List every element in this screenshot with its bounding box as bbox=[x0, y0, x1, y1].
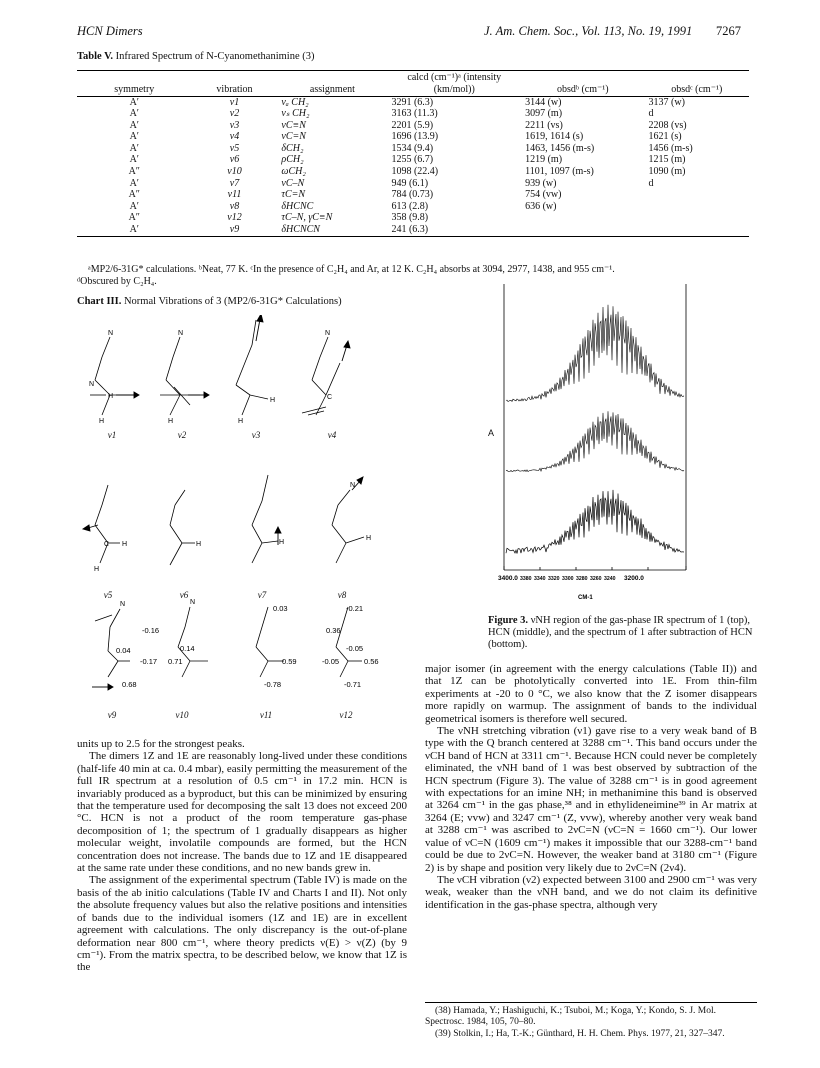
mode-label: ν1 bbox=[107, 430, 117, 440]
table-cell: 241 (6.3) bbox=[391, 224, 429, 236]
table-cell: νC≡N bbox=[281, 119, 306, 131]
atom-label: H bbox=[168, 418, 174, 425]
table-cell: 3144 (w) bbox=[525, 96, 562, 108]
col-header: vibration bbox=[216, 83, 253, 95]
mode-label: ν7 bbox=[257, 590, 267, 600]
table-cell: 784 (0.73) bbox=[391, 189, 434, 201]
table-cell: 1456 (m-s) bbox=[648, 142, 693, 154]
paragraph: The νCH vibration (ν2) expected between 3100 and 2900 cm⁻¹ was very weak, weaker than the νNH band, and we do not claim its definitive identification in the gas-phase spectra, although very bbox=[425, 873, 757, 911]
table-row bbox=[77, 166, 749, 178]
paragraph: The νNH stretching vibration (ν1) gave rise to a very weak band of B type with the Q branch centered at 3288 cm⁻¹. This band occurs under the νCH band of HCN at 3311 cm⁻¹. Because HCN could never be completely eliminated, the νNH band of 1 was best observed by subtraction of the HCN spectrum (Figure 3). The value of 3288 cm⁻¹ is in good agreement with expectations for an imine NH; in methanimine this band is observed at 3264 cm⁻¹ in the gas phase,³⁸ and in ethylideneimine³⁹ in Ar matrix at 3264 (E; vvw) and 3247 cm⁻¹ (Z, vvw), whereby another very weak band at 3288 cm⁻¹ was ascribed to 2νC=N (νC=N = 1660 cm⁻¹). Our lower value of νC=N (1609 cm⁻¹) makes it impossible that our 3288-cm⁻¹ band could be due to 2νC=N. However, the weaker band at 3180 cm⁻¹ (Figure 2) is by shape and position very likely due to 2νC=N (2ν4). bbox=[425, 725, 757, 874]
chart-caption: Normal Vibrations of 3 (MP2/6-31G* Calculations) bbox=[123, 296, 342, 307]
reference-item: (38) Hamada, Y.; Hashiguchi, K.; Tsuboi, M.; Koga, Y.; Kondo, S. J. Mol. Spectrosc. 1984, 105, 70–80. bbox=[425, 1006, 716, 1027]
x-ticks bbox=[504, 566, 686, 570]
col-header: obsdᵇ (cm⁻¹) bbox=[556, 83, 609, 95]
molecule-v4 bbox=[302, 337, 340, 415]
normal-vibrations-chart bbox=[80, 315, 390, 725]
atom-label: H bbox=[270, 397, 276, 404]
spectrum-trace-middle bbox=[506, 411, 684, 472]
table-row bbox=[77, 120, 749, 132]
table-cell: ν10 bbox=[227, 166, 242, 178]
x-axis-unit: CM-1 bbox=[578, 595, 593, 601]
molecule-v9 bbox=[95, 609, 130, 677]
charge-value: -0.78 bbox=[264, 680, 282, 689]
table-cell: νC=N bbox=[281, 131, 306, 143]
page-number: 7267 bbox=[716, 24, 741, 38]
table-cell: 1463, 1456 (m-s) bbox=[525, 142, 595, 154]
table-cell: ωCH₂ bbox=[281, 166, 306, 178]
mode-label: ν8 bbox=[337, 590, 347, 600]
table-row bbox=[77, 96, 749, 108]
right-column bbox=[425, 663, 757, 911]
table-caption: Infrared Spectrum of N-Cyanomethanimine (3) bbox=[115, 51, 315, 62]
table-cell: ν2 bbox=[229, 108, 240, 120]
table-cell: A′ bbox=[129, 119, 139, 131]
table-cell: d bbox=[648, 108, 654, 120]
table-cell: νC–N bbox=[281, 177, 305, 189]
mode-label: ν3 bbox=[251, 430, 261, 440]
table-cell: A″ bbox=[128, 189, 140, 201]
charge-value: -0.17 bbox=[140, 657, 158, 666]
table-cell: 1101, 1097 (m-s) bbox=[525, 166, 594, 178]
table-cell: ν7 bbox=[229, 177, 240, 189]
atom-label: N bbox=[108, 330, 114, 337]
table-row bbox=[77, 189, 749, 201]
paragraph: major isomer (in agreement with the energy calculations (Table II)) and that 1Z can be photolytically converted into 1E. From thin-film experiments at -20 to 0 °C, we also know that the Z isomer disappears more rapidly on warmup. The assignment of bands to the individual geometrical isomers is therefore well secured. bbox=[425, 663, 757, 725]
x-tick-label: 3200.0 bbox=[624, 575, 644, 582]
table-cell: 949 (6.1) bbox=[391, 177, 429, 189]
table-cell: 754 (vw) bbox=[525, 189, 562, 201]
table-cell bbox=[645, 201, 749, 213]
table-cell: ν4 bbox=[229, 131, 240, 143]
col-header: calcd (cm⁻¹)ᵃ (intensity (km/mol)) bbox=[407, 72, 502, 95]
table-cell: νₛ CH₂ bbox=[281, 108, 310, 120]
atom-label: N bbox=[350, 482, 356, 489]
spectrum-figure bbox=[498, 282, 690, 602]
atom-label: N bbox=[120, 601, 126, 608]
molecule-v5 bbox=[95, 485, 120, 563]
figure-side-label: A bbox=[488, 428, 495, 438]
molecule-v2 bbox=[160, 337, 200, 415]
x-tick-label: 3380 bbox=[520, 576, 532, 582]
table-cell: τC=N bbox=[281, 189, 306, 201]
mode-label: ν2 bbox=[177, 430, 187, 440]
mode-label: ν10 bbox=[175, 710, 189, 720]
atom-label: C bbox=[327, 394, 333, 401]
table-cell: 1621 (s) bbox=[648, 131, 682, 143]
table-cell: 1696 (13.9) bbox=[391, 131, 439, 143]
molecule-v8 bbox=[332, 490, 364, 563]
table-row bbox=[77, 178, 749, 190]
table-cell: νₐ CH₂ bbox=[281, 96, 309, 108]
charge-value: -0.71 bbox=[344, 680, 362, 689]
reference-item: (39) Stolkin, I.; Ha, T.-K.; Günthard, H. H. Chem. Phys. 1977, 21, 327–347. bbox=[435, 1029, 725, 1039]
atom-label: C bbox=[104, 541, 110, 548]
figure-label: Figure 3. bbox=[488, 615, 529, 626]
table-cell: A′ bbox=[129, 108, 139, 120]
atom-label: N bbox=[89, 381, 95, 388]
table-cell: ν5 bbox=[229, 142, 240, 154]
table-cell: 939 (w) bbox=[525, 177, 557, 189]
table-cell: A′ bbox=[129, 142, 139, 154]
table-row bbox=[77, 108, 749, 120]
ir-spectrum-table bbox=[77, 70, 749, 237]
table-cell bbox=[645, 189, 749, 201]
table-row bbox=[77, 154, 749, 166]
table-cell: A′ bbox=[129, 154, 139, 166]
journal-citation: J. Am. Chem. Soc., Vol. 113, No. 19, 1991 bbox=[484, 24, 693, 38]
table-cell: ν9 bbox=[229, 224, 240, 236]
charge-value: 0.56 bbox=[364, 657, 379, 666]
table-cell: 1215 (m) bbox=[648, 154, 686, 166]
atom-label: N bbox=[178, 330, 184, 337]
col-header: obsdᶜ (cm⁻¹) bbox=[671, 83, 723, 95]
table-cell: A′ bbox=[129, 131, 139, 143]
charge-value: 0.36 bbox=[326, 626, 341, 635]
table-cell bbox=[521, 212, 644, 224]
molecule-v1 bbox=[90, 337, 134, 415]
table-cell: ν8 bbox=[229, 200, 240, 212]
table-cell: A′ bbox=[129, 224, 139, 236]
atom-label: H bbox=[108, 393, 114, 400]
molecule-v3 bbox=[236, 320, 268, 415]
table-footnote-a: ᵃMP2/6-31G* calculations. ᵇNeat, 77 K. ᶜIn the presence of C₂H₄ and Ar, at 12 K. C₂H₄ absorbs at 3094, 2977, 1438, and 955 cm⁻¹. bbox=[88, 264, 615, 275]
mode-label: ν5 bbox=[103, 590, 113, 600]
table-cell: δHCNC bbox=[281, 200, 314, 212]
table-footnote-d: ᵈObscured by C₂H₄. bbox=[77, 276, 157, 287]
atom-label: N bbox=[325, 330, 331, 337]
charge-value: 0.71 bbox=[168, 657, 183, 666]
table-row bbox=[77, 131, 749, 143]
col-header: assignment bbox=[309, 83, 355, 95]
table-cell: δHCNCN bbox=[281, 224, 320, 236]
table-cell: A″ bbox=[128, 212, 140, 224]
table-cell: 636 (w) bbox=[525, 200, 557, 212]
table-row bbox=[77, 212, 749, 224]
atom-label: H bbox=[122, 541, 128, 548]
table-cell: ν6 bbox=[229, 154, 240, 166]
charge-value: 0.14 bbox=[180, 644, 195, 653]
paragraph: units up to 2.5 for the strongest peaks. bbox=[77, 738, 245, 750]
mode-label: ν6 bbox=[179, 590, 189, 600]
table-cell: 3291 (6.3) bbox=[391, 96, 434, 108]
charge-value: -0.05 bbox=[322, 657, 340, 666]
table-cell: 358 (9.8) bbox=[391, 212, 429, 224]
charge-value: -0.05 bbox=[346, 644, 364, 653]
table-cell: A″ bbox=[128, 166, 140, 178]
table-cell: A′ bbox=[129, 200, 139, 212]
x-tick-label: 3260 bbox=[590, 576, 602, 582]
molecule-v6 bbox=[170, 490, 195, 565]
charge-value: -0.16 bbox=[142, 626, 160, 635]
table-title bbox=[77, 51, 314, 62]
figure-caption-text: νNH region of the gas-phase IR spectrum of 1 (top), HCN (middle), and the spectrum of 1 after subtraction of HCN (bottom). bbox=[488, 615, 753, 650]
col-header: symmetry bbox=[114, 83, 155, 95]
paragraph: The dimers 1Z and 1E are reasonably long-lived under these conditions (half-life 40 min at ca. 0.4 mbar), easily permitting the measurement of the full IR spectrum at a resolution of 0.5 cm⁻¹ in 17.2 min. HCN is invariably produced as a byproduct, but this can be minimized by ensuring that the temperature used for decomposing the salt 13 does not exceed 200 °C. HCN is not a product of the room temperature gas-phase decomposition of 1; the spectrum of 1 gradually disappears as higher molecular weight, involatile compounds are formed, but the HCN concentration does not increase. The bands due to 1Z and 1E disappeared at the same rate under these conditions, and no new bands grew in. bbox=[77, 750, 407, 875]
atom-label: H bbox=[238, 418, 244, 425]
table-cell: 1090 (m) bbox=[648, 166, 686, 178]
atom-label: H bbox=[366, 535, 372, 542]
charge-value: 0.04 bbox=[116, 646, 131, 655]
molecule-v7 bbox=[252, 475, 278, 563]
spectrum-trace-top bbox=[506, 305, 684, 402]
table-cell bbox=[521, 224, 644, 236]
left-column bbox=[77, 738, 407, 974]
table-cell: ν11 bbox=[227, 189, 242, 201]
molecule-v12 bbox=[336, 607, 362, 677]
table-row bbox=[77, 224, 749, 236]
charge-value: 0.59 bbox=[282, 657, 297, 666]
x-tick-label: 3400.0 bbox=[498, 575, 518, 582]
atom-label: H bbox=[99, 418, 105, 425]
table-cell: A′ bbox=[129, 96, 139, 108]
table-row bbox=[77, 201, 749, 213]
mode-label: ν11 bbox=[259, 710, 273, 720]
table-cell: 3163 (11.3) bbox=[391, 108, 438, 120]
charge-value: -0.21 bbox=[346, 604, 364, 613]
table-cell: ν3 bbox=[229, 119, 240, 131]
table-cell: δCH₂ bbox=[281, 142, 304, 154]
references-rule bbox=[425, 1002, 757, 1003]
mode-label: ν4 bbox=[327, 430, 337, 440]
table-cell: ρCH₂ bbox=[281, 154, 304, 166]
table-cell: 1619, 1614 (s) bbox=[525, 131, 584, 143]
table-cell bbox=[645, 224, 749, 236]
mode-label: ν12 bbox=[339, 710, 353, 720]
x-tick-label: 3320 bbox=[548, 576, 560, 582]
references bbox=[425, 1006, 757, 1041]
molecule-v11 bbox=[256, 607, 284, 677]
table-cell: 1219 (m) bbox=[525, 154, 563, 166]
atom-label: H bbox=[279, 539, 285, 546]
x-tick-label: 3280 bbox=[576, 576, 588, 582]
figure-caption bbox=[488, 615, 756, 651]
molecule-v10 bbox=[178, 607, 208, 677]
x-tick-label: 3240 bbox=[604, 576, 616, 582]
table-cell: d bbox=[648, 177, 654, 189]
x-tick-label: 3300 bbox=[562, 576, 574, 582]
table-row bbox=[77, 143, 749, 155]
table-cell bbox=[645, 212, 749, 224]
x-tick-label: 3340 bbox=[534, 576, 546, 582]
table-cell: 3097 (m) bbox=[525, 108, 563, 120]
paragraph: The assignment of the experimental spectrum (Table IV) is made on the basis of the ab initio calculations (Table IV and Charts I and II). Not only the absolute frequency values but also the relative positions and intensities of bands due to the individual isomers (1Z and 1E) are in excellent agreement with calculations. The only discrepancy is the out-of-plane deformation near 800 cm⁻¹, where theory predicts ν(E) > ν(Z) (by 9 cm⁻¹). From the matrix spectra, to be described below, we know that 1Z is the bbox=[77, 874, 407, 974]
running-head-title: HCN Dimers bbox=[77, 24, 143, 38]
atom-label: N bbox=[190, 599, 196, 606]
chart-title bbox=[77, 296, 342, 307]
table-cell: 2211 (vs) bbox=[525, 119, 563, 131]
table-cell: 2201 (5.9) bbox=[391, 119, 434, 131]
table-cell: ν1 bbox=[229, 96, 240, 108]
table-cell: 1255 (6.7) bbox=[391, 154, 434, 166]
table-cell: 2208 (vs) bbox=[648, 119, 687, 131]
table-label: Table V. bbox=[77, 51, 113, 62]
table-cell: 1098 (22.4) bbox=[391, 166, 439, 178]
table-cell: 3137 (w) bbox=[648, 96, 685, 108]
table-cell: A′ bbox=[129, 177, 139, 189]
charge-value: 0.03 bbox=[273, 604, 288, 613]
chart-label: Chart III. bbox=[77, 296, 122, 307]
table-cell: 1534 (9.4) bbox=[391, 142, 434, 154]
atom-label: H bbox=[196, 541, 202, 548]
table-cell: 613 (2.8) bbox=[391, 200, 429, 212]
atom-label: H bbox=[94, 566, 100, 573]
spectrum-trace-bottom bbox=[506, 490, 684, 554]
table-cell: ν12 bbox=[227, 212, 242, 224]
table-cell: τC–N, γC≡N bbox=[281, 212, 333, 224]
charge-value: 0.68 bbox=[122, 680, 137, 689]
mode-label: ν9 bbox=[107, 710, 117, 720]
